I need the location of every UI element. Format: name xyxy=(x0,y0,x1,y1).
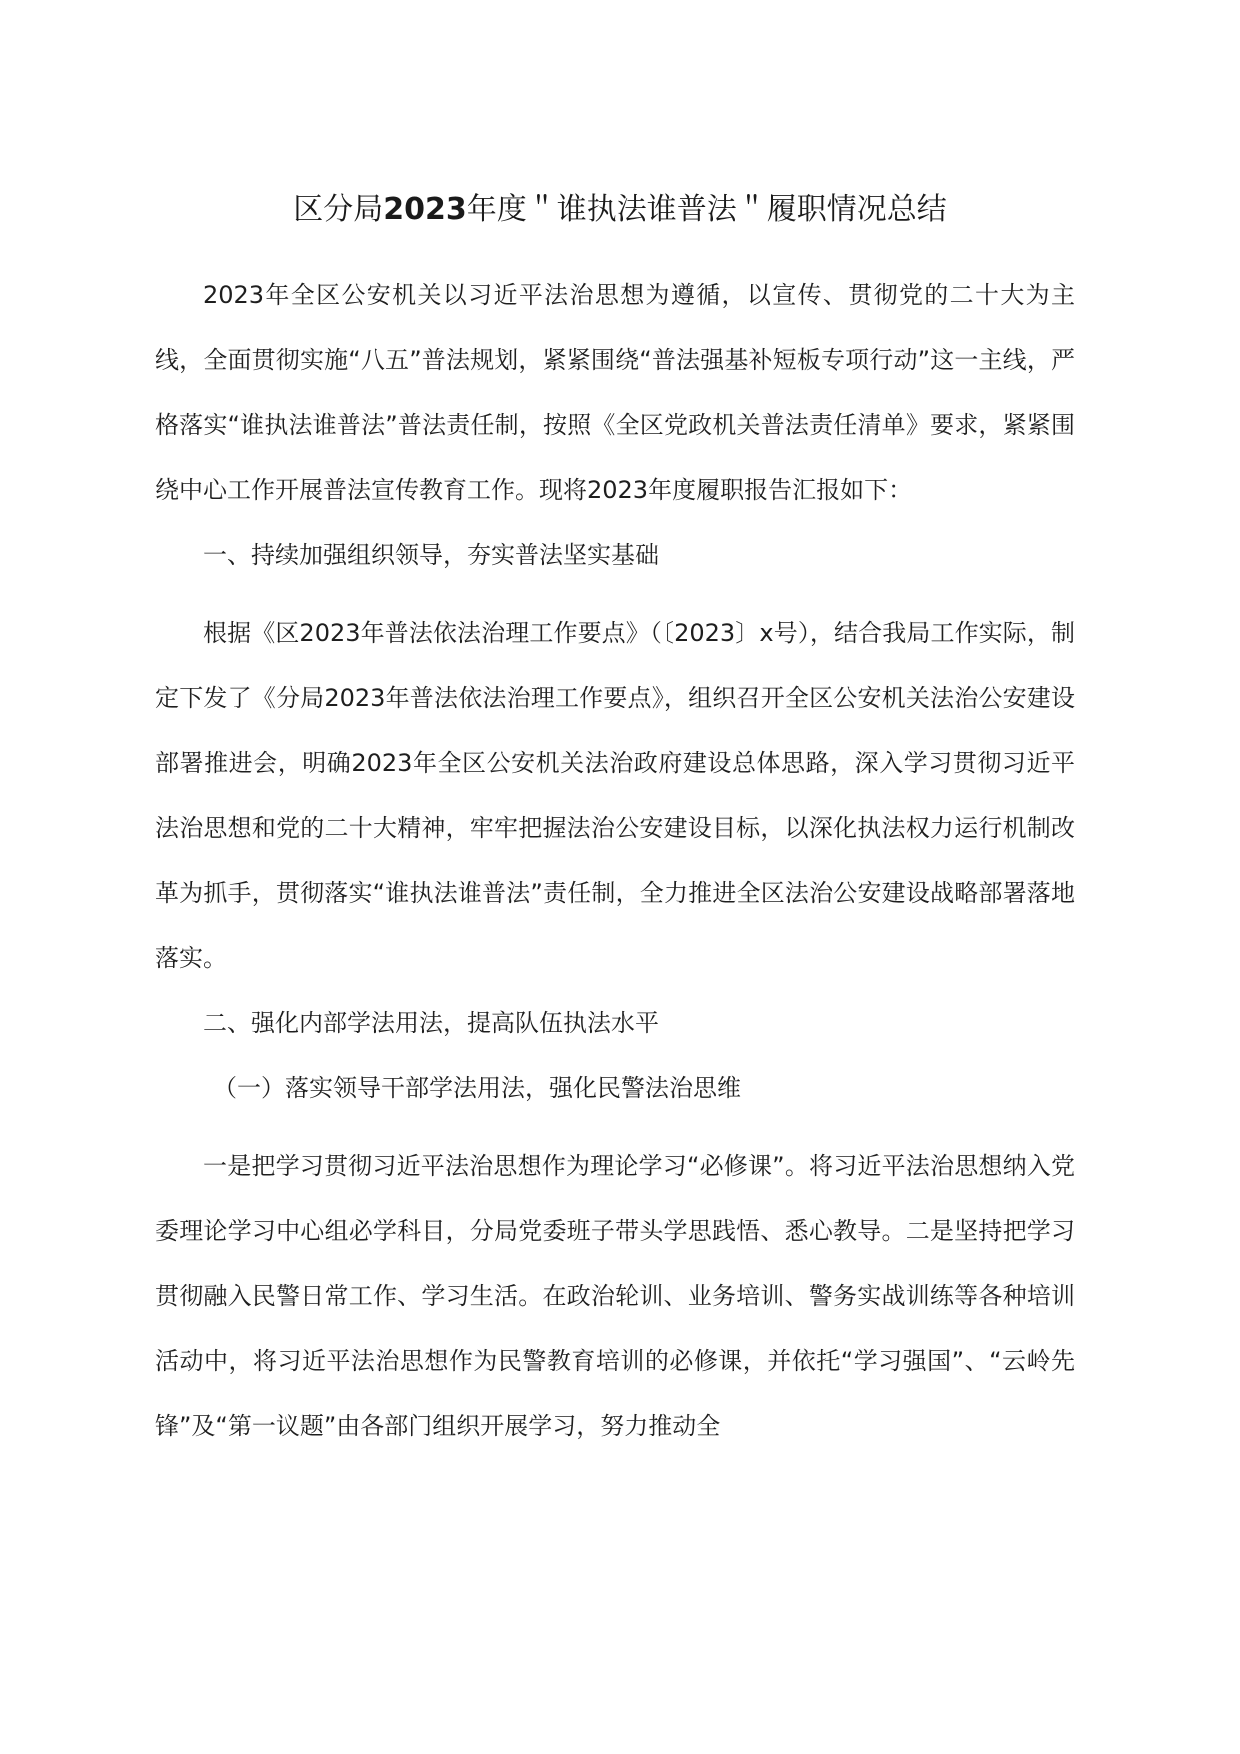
section2-subheading-1: （一）落实领导干部学法用法，强化民警法治思维 xyxy=(213,1074,741,1102)
title-prefix: 区分局 xyxy=(293,192,384,227)
section1-heading: 一、持续加强组织领导，夯实普法坚实基础 xyxy=(203,541,659,569)
section2-sub1-paragraph: 一是把学习贯彻习近平法治思想作为理论学习“必修课”。将习近平法治思想纳入党委理论学习中心组必学科目，分局党委班子带头学思践悟、悉心教导。二是坚持把学习贯彻融入民警日常工作、学习生活。在政治轮训、业务培训、警务实战训练等各种培训活动中，将习近平法治思想作为民警教育培训的必修课，并依托“学习强国”、“云岭先锋”及“第一议题”由各部门组织开展学习，努力推动全 xyxy=(155,1152,1075,1440)
title-suffix: 年度＂谁执法谁普法＂履职情况总结 xyxy=(466,192,947,227)
section2-heading: 二、强化内部学法用法，提高队伍执法水平 xyxy=(203,1009,659,1037)
intro-paragraph: 2023年全区公安机关以习近平法治思想为遵循，以宣传、贯彻党的二十大为主线，全面贯彻实施“八五”普法规划，紧紧围绕“普法强基补短板专项行动”这一主线，严格落实“谁执法谁普法”普法责任制，按照《全区党政机关普法责任清单》要求，紧紧围绕中心工作开展普法宣传教育工作。现将2023年度履职报告汇报如下： xyxy=(155,281,1075,504)
title-year: 2023 xyxy=(383,192,467,227)
document-title xyxy=(155,188,1085,232)
document-body xyxy=(155,263,1075,1459)
section1-paragraph: 根据《区2023年普法依法治理工作要点》（〔2023〕x号），结合我局工作实际，制定下发了《分局2023年普法依法治理工作要点》，组织召开全区公安机关法治公安建设部署推进会，明确2023年全区公安机关法治政府建设总体思路，深入学习贯彻习近平法治思想和党的二十大精神，牢牢把握法治公安建设目标，以深化执法权力运行机制改革为抓手，贯彻落实“谁执法谁普法”责任制，全力推进全区法治公安建设战略部署落地落实。 xyxy=(155,619,1075,972)
